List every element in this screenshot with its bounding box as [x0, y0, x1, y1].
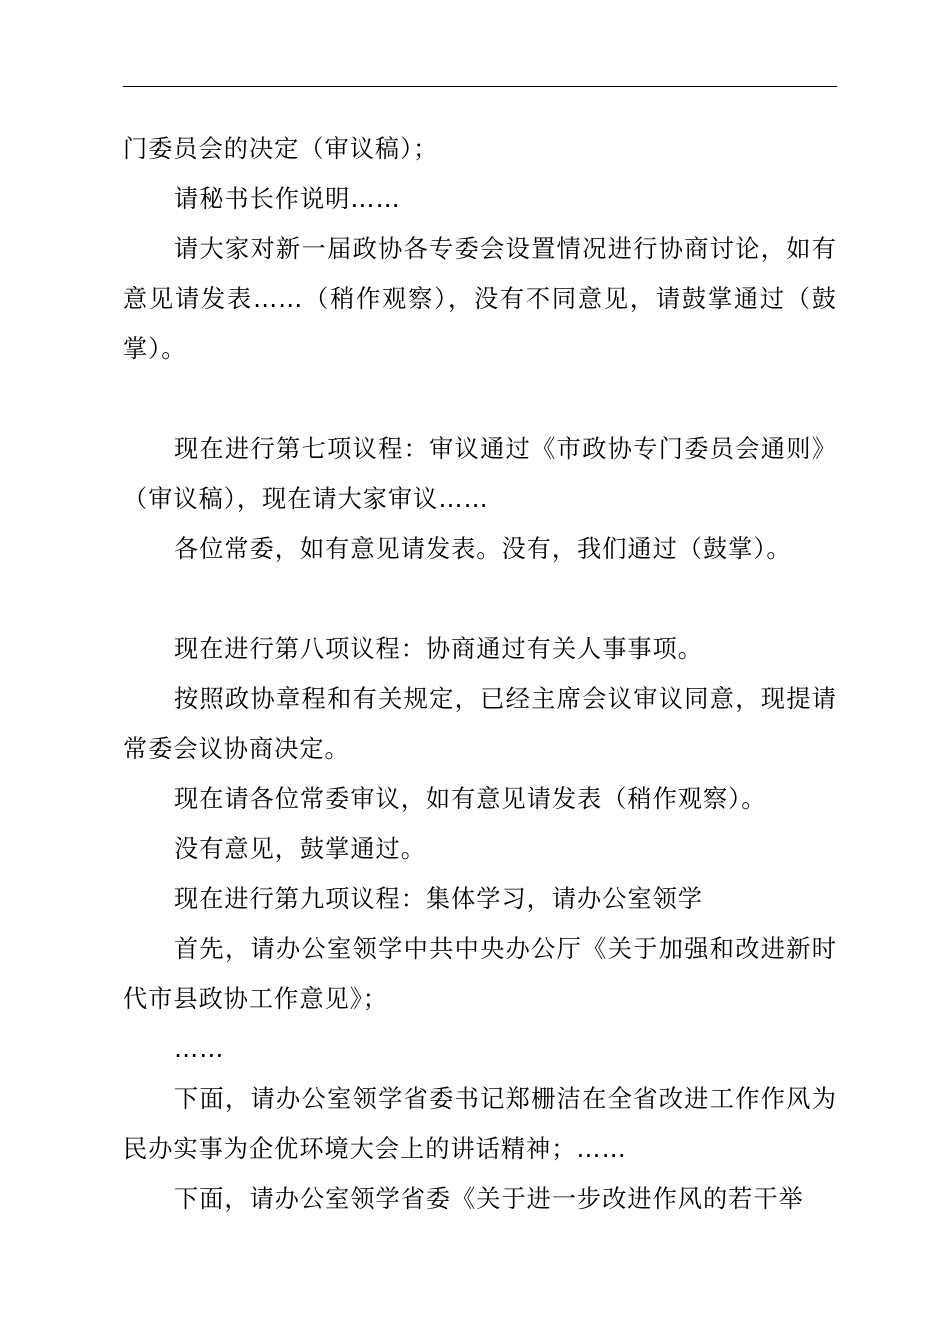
paragraph-12: ……: [174, 1035, 225, 1063]
paragraph-6: 现在进行第八项议程：协商通过有关人事事项。: [174, 635, 703, 663]
paragraph-13: 下面，请办公室领学省委书记郑栅洁在全省改进工作作风为民办实事为企优环境大会上的讲话精神；……: [123, 1085, 837, 1163]
paragraph-14: 下面，请办公室领学省委《关于进一步改进作风的若干举: [174, 1185, 804, 1213]
paragraph-11: 首先，请办公室领学中共中央办公厅《关于加强和改进新时代市县政协工作意见》；: [123, 935, 837, 1013]
paragraph-3: 请大家对新一届政协各专委会设置情况进行协商讨论，如有意见请发表……（稍作观察），没有不同意见，请鼓掌通过（鼓掌）。: [123, 235, 837, 363]
document-body: [123, 124, 837, 1224]
paragraph-2: 请秘书长作说明……: [174, 185, 401, 213]
paragraph-9: 没有意见，鼓掌通过。: [174, 835, 426, 863]
paragraph-8: 现在请各位常委审议，如有意见请发表（稍作观察）。: [174, 785, 767, 813]
paragraph-1: 门委员会的决定（审议稿）；: [123, 135, 439, 163]
header-rule: [123, 86, 837, 87]
paragraph-4: 现在进行第七项议程：审议通过《市政协专门委员会通则》（审议稿），现在请大家审议……: [123, 435, 837, 513]
paragraph-10: 现在进行第九项议程：集体学习，请办公室领学: [174, 885, 703, 913]
paragraph-7: 按照政协章程和有关规定，已经主席会议审议同意，现提请常委会议协商决定。: [123, 685, 837, 763]
paragraph-5: 各位常委，如有意见请发表。没有，我们通过（鼓掌）。: [174, 535, 792, 563]
